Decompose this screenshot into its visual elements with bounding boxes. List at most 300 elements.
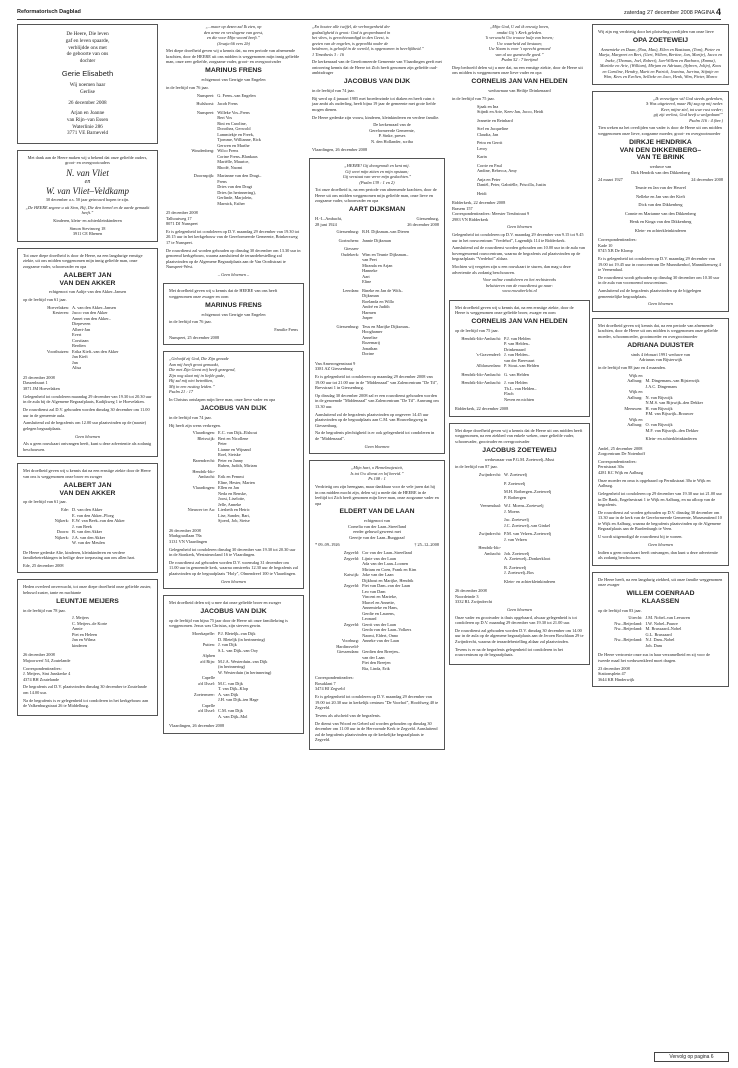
line: Teunie en Jan van der Heuvel xyxy=(635,185,686,191)
place: Capelle xyxy=(201,702,216,708)
body xyxy=(23,394,152,432)
paragraph: Er is gelegenheid tot condoleren op D.V. maandag 29 december van 19.00 tot 19.45 uur in rouwcentrum De Munnikenhof, Manniikenweg 4 te Veenendaal. xyxy=(598,256,721,273)
line: Connie en Marianne van den Dikkenberg xyxy=(625,210,696,216)
child-name: Gerie Elisabeth xyxy=(61,68,114,78)
address: Majoorwerf 54, Zoutelande xyxy=(23,657,71,663)
family-member: Naomi, Eldert, Onno xyxy=(362,632,399,638)
line: Correspondentieadres: xyxy=(315,675,354,681)
place: Doornspijk: xyxy=(193,173,215,178)
intro: Met droefheid delen wij u mee dat onze geliefde broer en zwager xyxy=(169,600,282,606)
intro: Met diepe droefheid geven wij u kennis dat de Heere uit ons midden heeft weggenomen, na een ziekbed van enkele weken, onze geliefde vader, schoonvader, grootvader en overgrootvader xyxy=(455,427,583,444)
family-member: M.J.A. Westerduin–van Dijk xyxy=(218,658,268,664)
body xyxy=(598,478,723,540)
intro: Verdrietig om zijn heengaan, maar dankbaar voor de vele jaren dat hij in ons midden mocht zijn, delen wij u mede dat de HEERE in de leeftijd tot Zich heeft genomen mijn lieve man, onze zorgzame vader en opa xyxy=(315,484,439,506)
deceased-name: CORNELIS JAN VAN HELDEN xyxy=(471,78,568,86)
body xyxy=(166,229,301,270)
family-list xyxy=(315,229,439,357)
line: Mij in een rusting leiden.” xyxy=(169,383,215,389)
dates-line: 28 juni 1924 26 december 2008 xyxy=(315,221,439,227)
line: Stattonsplein 47 xyxy=(598,671,626,677)
obituary-klaassen xyxy=(592,572,729,688)
subtitle: echtgenoot van Aaltje van den Akker–Jansen xyxy=(48,289,127,295)
family-member: Teus en Marijke Dijksman– xyxy=(362,323,410,329)
line: 3911 CE Rhenen xyxy=(72,231,103,237)
family-member: P. Rotbergen xyxy=(504,494,526,500)
family-member: S.L. van Dijk–van Ooy xyxy=(218,647,258,653)
place: Ambacht: xyxy=(198,474,216,480)
age: in de leeftijd van 76 jaar. xyxy=(166,84,209,90)
family: Familie Frens xyxy=(274,327,298,333)
obituary-van-dijk xyxy=(163,351,304,589)
family-member: Gerrit van der Laan xyxy=(362,621,396,627)
obituary-van-helden xyxy=(449,24,590,294)
line: en die voor Mijn woord beeft.” xyxy=(206,35,261,40)
note: Indien u geen rouwkaart heeft ontvangen, dan kunt u deze advertentie als zodanig beschouwen. xyxy=(598,549,718,561)
paragraph: Aansluitend zal de begrafenis plaatsvinden op ongeveer 14.45 uur plaatsvinden op de begraafplaats aan C.M. van Houwelingweg in Giessenburg. xyxy=(315,411,429,428)
family-member: Roelanda en Willo xyxy=(362,298,395,304)
family-member: N. van Bijswijk xyxy=(645,394,673,400)
line: Die met Zijn Geest mij heeft gezegend, xyxy=(169,367,236,373)
line: „Mijn God, U zal ik eeuwig loven, xyxy=(489,24,550,29)
line: Kade 10 xyxy=(598,242,613,248)
place: Vlaardingen: xyxy=(192,430,216,436)
family-row xyxy=(315,351,439,357)
place: Nieuwer ter Aa: xyxy=(187,507,216,513)
paragraph: Er is gelegenheid tot condoleren op D.V. maandag 29 december van 19.30 tot 20.15 uur in het kerkgebouw van de Gereformeerde Gemeente, Brinkersweg 17 te Nunspeet. xyxy=(166,228,300,245)
line: weduwe van xyxy=(649,164,672,170)
place: Hendrik-Ido-Ambacht: xyxy=(461,335,502,341)
family-member: Gerlinde, Marjolein, xyxy=(217,195,253,200)
correspondence xyxy=(23,666,152,683)
and: en xyxy=(84,179,91,186)
paragraph: De rouwdienst zal gehouden worden D.V. dinsdag 30 december om 14.00 uur in de aula op de algemene begraafplaats aan de Jeroen Boschlaan 29 te Zwijndrecht, waarna de teraardebestelling aldaar zal plaatsvinden. xyxy=(455,627,584,644)
family-member: Claudia, Jan xyxy=(477,131,499,137)
age: in de leeftijd van 87 jaar. xyxy=(455,464,498,470)
family-member: Frens xyxy=(217,178,227,184)
family-list xyxy=(169,631,298,719)
line: Correspondentieadres: xyxy=(23,665,62,671)
deceased-name: MARINUS FRENS xyxy=(205,301,262,309)
line: Noordeinde 3 xyxy=(455,593,479,599)
family-member: van der Laan xyxy=(362,654,385,660)
line: Klein- en achterkleinkinderen xyxy=(634,227,687,233)
family-member: C.M. van Dijk xyxy=(218,708,243,714)
family-member: J. Zoetewelj–Bos xyxy=(504,570,534,576)
family-member: Roel, Sietske xyxy=(218,452,241,458)
family-member: Annemieke en Hans, xyxy=(362,605,399,611)
family-member: Dorothea, Gerwold xyxy=(217,126,251,131)
line: Van Amerongenstraat 9 xyxy=(315,360,356,366)
family-member: Annie xyxy=(72,626,83,632)
obituary-van-helden-family xyxy=(449,300,590,417)
line: verblijdde ons met xyxy=(68,44,107,51)
age: in de leeftijd van 78 jaar. xyxy=(23,607,66,613)
family-member: Rineke en Jan de With– xyxy=(362,287,403,293)
family-member: Miriam en Coen, Frank en Kim xyxy=(362,566,417,572)
paragraph: Na de begrafenis plechtigheid is er ook gelegenheid tot condoleren in de "Middenzaal". xyxy=(315,430,435,441)
place: Giessenburg: xyxy=(336,229,360,235)
family-member: J.C. Zoetewelj–van Ginkel xyxy=(504,522,551,528)
age: op de leeftijd van 75 jaar. xyxy=(455,328,499,334)
line: „Ik verzwijgen wil God steeds gedenken, xyxy=(652,95,723,101)
line: gaf en leven spaarde, xyxy=(65,37,110,44)
family-member: Liesbeth en Hetric xyxy=(218,507,250,513)
intro: Tien weken na het overlijden van vader is door de Heere uit ons midden weggenomen onze lieve, zorgzame moeder, groot- en overgrootmoeder xyxy=(598,125,722,136)
family-member: J.A. van den Akker xyxy=(72,534,106,540)
verse xyxy=(169,356,298,395)
deceased-name xyxy=(598,590,723,606)
place: Capelle xyxy=(201,675,216,681)
line: Nelleke en Jan van der Kieft xyxy=(635,193,686,199)
line: Correspondentieadres: xyxy=(598,237,637,243)
family-list xyxy=(23,305,152,371)
flowers-note: Geen bloemen xyxy=(648,541,673,547)
line: echtgenoot van xyxy=(363,518,391,524)
family-member: Eline, Hester, Marten xyxy=(218,479,255,485)
family-member: D. Bleteljk (in herinnering) xyxy=(218,636,266,642)
place xyxy=(169,518,218,524)
deceased-name: OPA ZOETEWEIJ xyxy=(632,36,689,44)
family-member: Harmen xyxy=(362,309,376,315)
intro: Diep bedroefd delen wij u mee dat, na een ernstige ziekte, door de Heere uit ons midden is weggenomen onze lieve vader en opa xyxy=(452,64,583,76)
address xyxy=(169,533,298,544)
place xyxy=(315,351,362,357)
line: omdat Gij 't Kerk geleden. xyxy=(496,29,543,35)
flowers-note: Geen bloemen xyxy=(507,606,532,612)
line: 3332 RL Zwijndrecht xyxy=(455,599,493,605)
obituary-dijksman xyxy=(309,158,445,454)
line: 4281 KC Wijk en Aalburg xyxy=(598,469,644,475)
line: AALBERT JAN xyxy=(63,271,112,279)
family-member: Sjaak en Ina xyxy=(477,103,499,109)
paragraph: Tevens is er na de begrafenis gelegenheid tot condoleren in het rouwcentrum op de begraafplaats. xyxy=(455,646,564,658)
family-member: O. van Bijswijk xyxy=(645,422,673,428)
family-member: Alisa xyxy=(72,365,82,371)
obituary-van-dijk-family xyxy=(163,595,304,733)
place xyxy=(455,579,504,585)
family-list xyxy=(598,185,723,233)
family-member: Bert en Nicollene xyxy=(218,435,249,441)
line: Gij verstaat van verre mijn gedachten.” xyxy=(342,174,412,180)
place: Putten: xyxy=(202,642,216,648)
family-member: W.J. Moens–Zoetewelj xyxy=(504,503,544,509)
obituary-meijers xyxy=(17,579,158,716)
place: Barendrecht: xyxy=(192,457,216,463)
correspondence xyxy=(452,206,587,223)
family-row xyxy=(23,540,152,546)
family-member: Wilco Frens xyxy=(217,148,239,153)
place: Hendrik-Ido-Ambacht: xyxy=(461,371,502,377)
family-member: J.H. van Dijk–ten Hage xyxy=(218,697,259,703)
line: VAN TE BRINK xyxy=(636,154,685,162)
paper-name: Reformatorisch Dagblad xyxy=(17,9,81,15)
family-member: Klein- en achterkleinkinderen xyxy=(504,578,556,584)
line: www.rouwberlcht.nl xyxy=(502,288,537,294)
place: Hendrik-Ido- xyxy=(192,468,216,474)
line: Correspondentieadres: xyxy=(598,458,637,464)
family-member: Ria, Linda, Erik xyxy=(362,665,390,671)
paragraph: Gelegenheid tot condoleren maandag 29 december van 19.30 tot 20.30 uur in de aula bij de Algemene Begraafplaats, Kadijkweg 1 te Hoevelaken. xyxy=(23,393,152,405)
family-member: Leo van Dam xyxy=(362,588,386,594)
family-list xyxy=(455,472,584,584)
family-member: Corrie en Paul xyxy=(477,162,502,168)
family-member: Karin xyxy=(477,154,487,159)
family-list xyxy=(598,373,723,442)
place: a/d IJssel: xyxy=(197,708,216,714)
web-note xyxy=(452,277,587,294)
intro: Wij zijn erg verdrietig door het plotseling overlijden van onze lieve xyxy=(598,29,714,34)
deceased-name: LEUNTJE MEIJERS xyxy=(56,597,119,605)
family-member: W. Westerduin (in herinnering) xyxy=(218,669,272,675)
line: den arme en verslagene van geest, xyxy=(203,29,264,35)
place-date: Ede, 25 december 2008 xyxy=(23,562,64,568)
deceased-name xyxy=(23,482,152,498)
family-member: Stef en Jacqueline xyxy=(477,126,509,131)
family-member: P.M. van Velzen–Zoetewelj xyxy=(504,531,552,537)
line: godzaligheid is groot: God is geopenbaard in xyxy=(312,29,391,35)
place: Wijk en xyxy=(628,416,643,422)
flowers-note: – Geen bloemen – xyxy=(217,271,250,277)
place: Zoetermeer: xyxy=(194,691,216,697)
place: Vlaardingen: xyxy=(192,485,216,491)
family-member: Eline xyxy=(362,279,372,285)
line: De kerkenraad van de xyxy=(373,122,411,128)
line: Dassenbuurt 1 xyxy=(23,380,48,386)
family-member: E.W. van Beek–van den Akker xyxy=(72,518,125,524)
line: Talhoutweg 17 xyxy=(166,215,192,221)
family-member: Lianne en Wijnand xyxy=(218,446,251,452)
line: P. Sinke, preses xyxy=(378,133,406,139)
place: Voorthuizen: xyxy=(46,348,70,354)
family-member: Jan xyxy=(72,359,78,365)
family-member: G. Frens–van Engelen xyxy=(217,92,256,98)
line: DIRKJE HENDRIKA xyxy=(629,138,692,146)
line: „HEERE! Gij doorgrondt en kent mij. xyxy=(344,163,410,169)
family-member: A. van Dijk xyxy=(218,691,239,697)
column-5 xyxy=(592,24,729,693)
lines xyxy=(23,31,152,65)
family-member: Lammiekje en Freek, xyxy=(217,131,254,137)
family-member: Annet van den Akker– xyxy=(72,315,111,321)
place: a/d Rijn: xyxy=(200,658,216,664)
deceased-name: JACOBUS VAN DIJK xyxy=(343,78,411,86)
line: Waterlinie 286 xyxy=(72,123,103,130)
family-member: Leonard xyxy=(362,616,377,622)
continued-link[interactable]: Vervolg op pagina 6 xyxy=(654,1052,729,1062)
intro: Met droefheid geven wij kennis dat, na een periode van afnemende krachten, door de Heere uit ons midden is weggenomen onze geliefde moeder, schoonmoeder, grootmoeder en overgrootmoeder xyxy=(598,322,718,339)
family-member: Bert Vos xyxy=(217,115,233,120)
family-member: I.W. Nobel–Pauwe xyxy=(645,620,678,626)
family-member: Joke van der Laan xyxy=(362,572,394,578)
line: VAN DEN DIKKENBERG– xyxy=(619,146,702,154)
place: 's-Gravendeel: xyxy=(476,352,502,358)
family-member: Dijksman xyxy=(362,293,379,299)
line: VAN DEN AKKER xyxy=(59,279,116,287)
family-member: N.J. Dam–Nobel xyxy=(645,637,675,643)
line: beluisteren van de rouwdienst ga naar: xyxy=(485,282,554,288)
paragraph: Onze vader en grootvader is thuis opgebaard, alwaar gelegenheid is tot condoleren op D.V. maandag 29 december van 19.30 tot 21.00 uur. xyxy=(455,614,577,626)
flowers-note: Geen bloemen xyxy=(648,301,673,307)
date: 26 december 2008 xyxy=(169,527,201,533)
obituary-duijster xyxy=(592,318,729,566)
intro: Heden overleed onverwacht, tot onze diepe droefheid onze geliefde zuster, behuwd zuster, tante en nuchtante xyxy=(23,584,152,595)
birth-announcement xyxy=(17,24,158,144)
family-member: E. van den Akker–Ploeg xyxy=(72,512,114,518)
family-member: M. Dingemans–van Bijsterwijk xyxy=(645,378,700,384)
place: Hulshorst: xyxy=(196,101,215,106)
place: Woudenberg: xyxy=(191,148,215,153)
place: Katwijk: xyxy=(344,572,360,578)
family-row xyxy=(169,714,298,720)
family-member: W. Zoetewelj xyxy=(504,472,528,478)
family-member: Anneke van der Laan xyxy=(362,638,399,644)
line: (Jesaja 66 vers 2b) xyxy=(217,40,250,46)
place xyxy=(23,643,72,649)
names: Annemieke en Daan, (Noa, Max), Ellen en Bastiaan, (Tom), Pieter en Marja, Margreet en Bert, (Gert, Willem, Bertine, Jan, Marije), Jacco en Ineke, (Thomas, Joel, Robert), Jan-Willem en Barbara, (Emma), Marieke en Arie, (William), Mirjam en Adriaan, (Sybren, Jolijn), Koos en Caroline, Hendry, Marit en Patrick, Jeanina, Jurrina, Stijntje en Wim, Kees en Evelien, Sellieke en Jaco, Henk, Wim, Pieter, Marco xyxy=(598,46,723,80)
age: in de leeftijd van 76 jaar. xyxy=(169,319,212,325)
family-row xyxy=(315,666,439,672)
line: Correspondentieadres: Meester Treubstraat 9 xyxy=(452,211,530,216)
intro: Tot onze diepe droefheid is door de Heere, na een langdurige ernstige ziekte, uit ons midden weggenomen mijn innig geliefde man, onze zorgzame vader, schoonvader en opa xyxy=(23,252,143,269)
date: Nunspeet, 25 december 2008 xyxy=(169,334,220,340)
family-member: D. van den Akker xyxy=(72,507,103,513)
line: 3381 AZ Giessenburg xyxy=(315,366,353,372)
family-member: Neda en Renske, xyxy=(218,490,248,496)
family-member: Stijndi en Arie, Kees-Jan, Jacco, Heidi xyxy=(477,109,544,114)
place: Giessendam: xyxy=(336,649,360,655)
family-member: Drinkenaard xyxy=(504,346,526,352)
family-member: Klein- en achterkleinkinderen xyxy=(645,436,697,442)
line: 3771 VE Barneveld xyxy=(66,130,109,137)
anniversary-announcement xyxy=(17,150,158,242)
family-member: Lise, Sander, Bart, xyxy=(218,512,250,518)
date: 26 december 2008 xyxy=(23,652,55,658)
line: Gij weet mijn zitten en mijn opstaan; xyxy=(345,168,409,174)
family-member: A. van den Akker–Jansen xyxy=(72,304,116,310)
place: Leerdam: xyxy=(342,287,360,293)
place: Zegveld: xyxy=(343,555,360,561)
family-member: G.L. Brussaard xyxy=(645,631,672,637)
family-member: Petra en Gerrit xyxy=(477,140,503,145)
paragraph: Er is gelegenheid tot condoleren op maandag 29 december 2008 van 19.00 uur tot 21.00 uur in de "Middenzaal" van Zalencentrum "De Til", Brevstraat 1 in Giessenburg. xyxy=(315,374,438,391)
date-address xyxy=(598,666,723,683)
family-member: W. van der Meulen xyxy=(72,540,105,546)
family-list xyxy=(452,104,587,197)
family-row xyxy=(166,201,301,207)
text: 30 december a.s. 50 jaar getrouwd hopen te zijn. xyxy=(45,197,130,203)
line: heidenen, is geloofd in de wereld, is opgenomen in heerlijkheid.” xyxy=(312,46,425,51)
place: Wijk en xyxy=(628,389,643,395)
family-member: J.M. Nobel–van Leeuwen xyxy=(645,615,690,621)
family-member: Heidi xyxy=(477,190,487,196)
place xyxy=(315,666,362,672)
deceased-name: JACOBUS VAN DIJK xyxy=(200,404,267,412)
correspondence xyxy=(315,675,439,692)
place: Voorburg: xyxy=(341,638,360,644)
place: Giessen- xyxy=(344,246,360,252)
place: Wijk en xyxy=(628,372,643,378)
line: dochter xyxy=(79,58,96,64)
line: „Mijn hart, o Hemelmajesteit, xyxy=(351,465,403,471)
line: 8071 DJ Nunspeet xyxy=(166,221,198,226)
age: in de leeftijd van 74 jaar. xyxy=(169,414,212,420)
family-member: Erika Kieft–van den Akker xyxy=(72,348,119,354)
paragraph: De rouwdienst wordt gehouden op dinsdag 30 december om 10.30 uur in de aula van voornoemd rouwcentrum. xyxy=(598,274,720,286)
family-list xyxy=(598,615,723,648)
line: Geertje van der Laan–Burggraaf xyxy=(349,534,405,540)
line: 'k Was uitgeteerd, maar Hij zag op mij neder. xyxy=(645,101,723,107)
place xyxy=(598,436,646,442)
paragraph: De rouwdienst zal worden gehouden op D.V. dinsdag 30 december om 13.30 uur in de kerk van de Gereformeerde Gemeente, Museumtiend 10 te Wijk en Aalburg, waarna de begrafenis plaatsvinden op de Algemene Begraafplaats aan de Burdenburgh te Veen. xyxy=(598,509,722,532)
line: Markgraaflaan 78a xyxy=(169,533,202,539)
date-address xyxy=(455,588,584,605)
family-member: Mariëlle, Maurice, xyxy=(217,159,250,164)
masthead xyxy=(17,6,721,20)
line: Pernistraat 30a xyxy=(598,464,624,470)
place: Nijkerk: xyxy=(54,518,70,524)
body: De Heere vertroeste onze zus in haar verzamelheid en zij voor de tweede maal het weduwenkleed moet dragen. xyxy=(598,652,711,663)
family-member: Joost, Liselotte, xyxy=(218,496,246,502)
family-member: J. van Velzen xyxy=(504,536,527,542)
subtitle xyxy=(598,352,723,363)
date: Ridderkerk, 22 december 2008 xyxy=(455,406,509,412)
family-member: Hanneke xyxy=(362,268,378,274)
family-member: Ruben, Judith, Miriam xyxy=(218,463,257,469)
family-member: J. van Dijk xyxy=(218,642,237,648)
family-member: Jasper xyxy=(362,315,373,321)
family-member: Piet en Heleen xyxy=(72,631,98,637)
place xyxy=(23,365,72,371)
place: Nijkerk: xyxy=(54,534,70,540)
line: „En houtve alle twijfel, de verborgenheid der xyxy=(312,24,391,29)
line: AALBERT JAN xyxy=(63,481,112,489)
date: Vlaardingen, 26 december 2008 xyxy=(312,146,368,152)
paragraph: Gelegenheid tot condoleren op D.V. maandag 29 december van 9.15 tot 9.45 uur in het rouwcentrum "Vredehof", Lagendijk 114 te Ridderkerk. xyxy=(452,232,584,243)
family-list xyxy=(169,430,298,524)
place: Nunspeet: xyxy=(196,92,215,98)
place: Nw.–Beijerland: xyxy=(614,626,643,632)
page-date: zaterdag 27 december 2008 PAGINA 4 xyxy=(624,7,721,17)
note: Als u geen rouwkaart ontvangen heeft, kunt u deze advertentie als zodanig beschouwen. xyxy=(23,441,152,452)
line: 2983 VN Ridderkerk xyxy=(452,216,489,222)
correspondence xyxy=(598,237,723,254)
paragraph: Na de begrafenis is er gelegenheid tot condoleren in het kerkgebouw aan de Valkenburgstraat 26 te Middelburg. xyxy=(23,697,149,709)
line: Aan mij heeft groot gemaakt, xyxy=(169,361,219,367)
age: op de leeftijd van bijna 75 jaar door de Heere uit onze familiekring is weggenomen. Jezus was Christus, zijn sterven gewin. xyxy=(169,617,288,629)
family-member: Marnick, Esther xyxy=(217,200,245,206)
deceased-name: JACOBUS VAN DIJK xyxy=(200,608,267,616)
column-3 xyxy=(309,24,445,756)
deceased-name: ELDERT VAN DE LAAN xyxy=(339,508,415,516)
family-list xyxy=(166,93,301,207)
family-member: B. Zoetewelj xyxy=(504,564,527,570)
line: 8745 XB De Klomp xyxy=(598,248,633,254)
family-list xyxy=(23,615,152,648)
family-member: Jannie Dijksman xyxy=(362,237,391,243)
body xyxy=(598,256,723,299)
name: W. van Vliet–Veldkamp xyxy=(46,186,129,197)
verse: „De HEERE zegene u uit Sion, Hij, Die den hemel en de aarde gemaakt heeft.” xyxy=(25,204,150,216)
family-member: Dries van den Dragt xyxy=(217,184,253,189)
family-member: Sjoerd, Job, Sietse xyxy=(218,518,250,524)
family-member: Dijkhout en Marijke, Hendrik xyxy=(362,577,414,583)
family-member: Evert xyxy=(72,332,82,338)
line: Hij zal mij niet betrekken, xyxy=(169,378,214,384)
place xyxy=(169,714,218,720)
note: Hij heeft zijn wens verkregen. xyxy=(169,422,221,428)
body xyxy=(312,96,442,120)
paragraph: De Heere gedenke zijn vrouw, kinderen, kleinkinderen en verdere familie. xyxy=(312,114,440,120)
